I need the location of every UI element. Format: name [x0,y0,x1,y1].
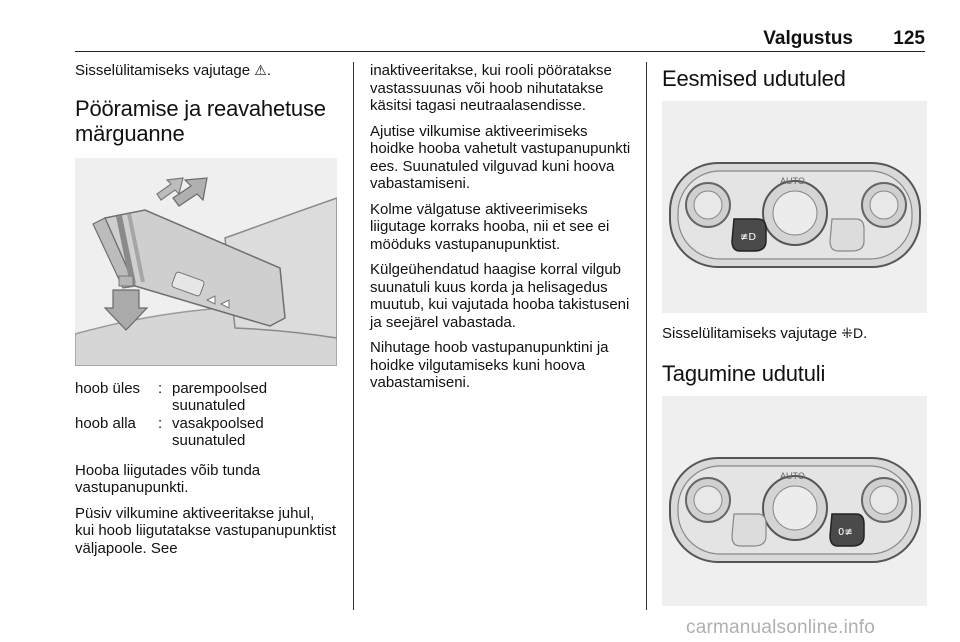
definition-description: vasakpoolsed suunatuled [172,414,264,449]
column-divider-2 [646,62,647,610]
resistance-point-paragraph: Hooba liigutades võib tunda vastupanupunkti. [75,461,261,496]
front-fog-paragraph [662,325,927,343]
front-fog-heading: Eesmised udutuled [662,66,846,91]
headlight-flash-paragraph: Nihutage hoob vastupanupunktini ja hoidke vilgutamiseks kuni hoova vabastamiseni. [370,339,609,391]
rear-fog-heading: Tagumine udutuli [662,360,826,386]
definition-row [75,380,337,415]
definition-term: hoob alla [75,414,136,432]
light-switch-panel-front [662,101,927,313]
hazard-paragraph [75,62,337,80]
section-title: Valgustus [763,28,853,49]
svg-text:0≢: 0≢ [838,526,853,538]
definition-separator: : [158,414,163,432]
continuation-paragraph: inaktiveeritakse, kui rooli pööratakse vastassuunas või hoob nihutatakse käsitsi tagasi neutraalasendisse. [370,62,612,114]
panel-auto-label: AUTO [780,470,805,481]
temporary-flash-paragraph: Ajutise vilkumise aktiveerimiseks hoidke hooba vahetult vastupanupunkti ees. Suunatuled vilguvad kuni hoova vabastamiseni. [370,122,631,192]
three-flash-paragraph: Kolme välgatuse aktiveerimiseks liigutage korraks hooba, nii et see ei mööduks vastupanupunktist. [370,200,610,253]
definition-separator: : [158,379,163,397]
column-3 [662,62,927,606]
definition-term: hoob üles [75,379,141,397]
hazard-warning-icon: ⚠ [254,62,267,78]
front-fog-light-icon: ⁜D [841,325,864,341]
permanent-flash-paragraph: Püsiv vilkumine aktiveeritakse juhul, kui hoob liigutatakse vastupanupunktist väljapoole. See [75,504,337,557]
panel-auto-label: AUTO [780,176,805,186]
front-fog-panel-figure [662,101,927,313]
rear-fog-panel-figure [662,396,927,606]
column-2 [370,62,632,400]
trailer-paragraph: Külgeühendatud haagise korral vilgub suunatuli kuus korda ja helisagedus muutub, kui vajutada hooba takistuseni ja seejärel vabastada. [370,261,630,331]
front-fog-text: Sisselülitamiseks vajutage [662,325,842,342]
hazard-period: . [266,62,271,79]
turn-signal-lever-illustration [75,158,337,366]
header-rule [75,51,925,52]
definition-description: parempoolsed suunatuled [172,379,268,414]
definition-row [75,415,337,450]
turn-signal-lever-figure [75,158,337,366]
svg-text:≢D: ≢D [740,232,757,243]
page-header [75,26,925,52]
lever-definition-list [75,380,337,450]
front-fog-period: . [863,325,868,342]
column-divider-1 [353,62,354,610]
hazard-text: Sisselülitamiseks vajutage [75,62,255,79]
page-number: 125 [893,28,925,49]
column-1 [75,62,337,565]
light-switch-panel-rear [662,396,927,606]
watermark: carmanualsonline.info [686,617,876,638]
turn-signal-heading: Pööramise ja reavahetuse märguanne [75,95,326,146]
